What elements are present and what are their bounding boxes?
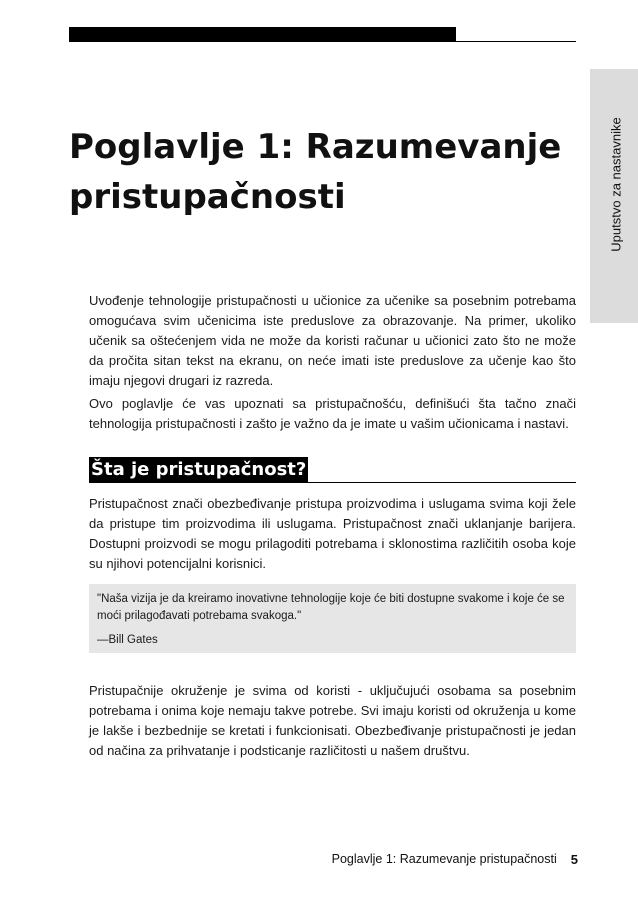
quote-text: "Naša vizija je da kreiramo inovativne tehnologije koje će biti dostupne svakome i koje će se moći prilagođavati potrebama svakoga." <box>97 593 565 622</box>
side-tab-label: Uputstvo za nastavnike <box>608 116 624 252</box>
intro-paragraph-1: Uvođenje tehnologije pristupačnosti u učionice za učenike sa posebnim potrebama omogućava svim učenicima iste preduslove za obrazovanje. Na primer, ukoliko učenik sa oštećenjem vida ne može da koristi računar u učionici zato što ne može da pročita sitan tekst na ekranu, on neće imati iste preduslove za učenje kao što imaju njegovi drugari iz razreda. <box>89 293 576 388</box>
closing-paragraph: Pristupačnije okruženje je svima od koristi - uključujući osobama sa posebnim potrebama i onima koje nemaju takve potrebe. Svi imaju koristi od okruženja u kome je lakše i bezbednije se kretati i funkcionisati. Obezbeđivanje pristupačnosti je jedan od načina za prihvatanje i podsticanje različitosti u našem društvu. <box>89 683 576 758</box>
footer-running-title: Poglavlje 1: Razumevanje pristupačnosti <box>331 852 557 866</box>
section-heading <box>89 457 308 483</box>
section-rule <box>89 482 576 483</box>
quote-box <box>89 584 576 653</box>
header-bar <box>69 27 456 42</box>
side-tab <box>590 69 638 323</box>
intro-paragraph-2: Ovo poglavlje će vas upoznati sa pristupačnošću, definišući šta tačno znači tehnologija pristupačnosti i zašto je važno da je imate u vašim učionicama i nastavi. <box>89 396 576 431</box>
header-rule <box>456 41 576 42</box>
page-number: 5 <box>570 851 578 867</box>
quote-author: —Bill Gates <box>97 634 158 646</box>
page-footer <box>332 850 578 868</box>
section-paragraph: Pristupačnost znači obezbeđivanje pristupa proizvodima i uslugama svima koji žele da pristupe tim proizvodima ili uslugama. Pristupačnost znači uklanjanje barijera. Dostupni proizvodi se mogu prilagoditi potrebama i sklonostima različitih osoba koje su njihovi potencijalni korisnici. <box>89 496 576 571</box>
section-heading-text: Šta je pristupačnost? <box>89 457 308 483</box>
chapter-title: Poglavlje 1: Razumevanje pristupačnosti <box>69 127 562 217</box>
